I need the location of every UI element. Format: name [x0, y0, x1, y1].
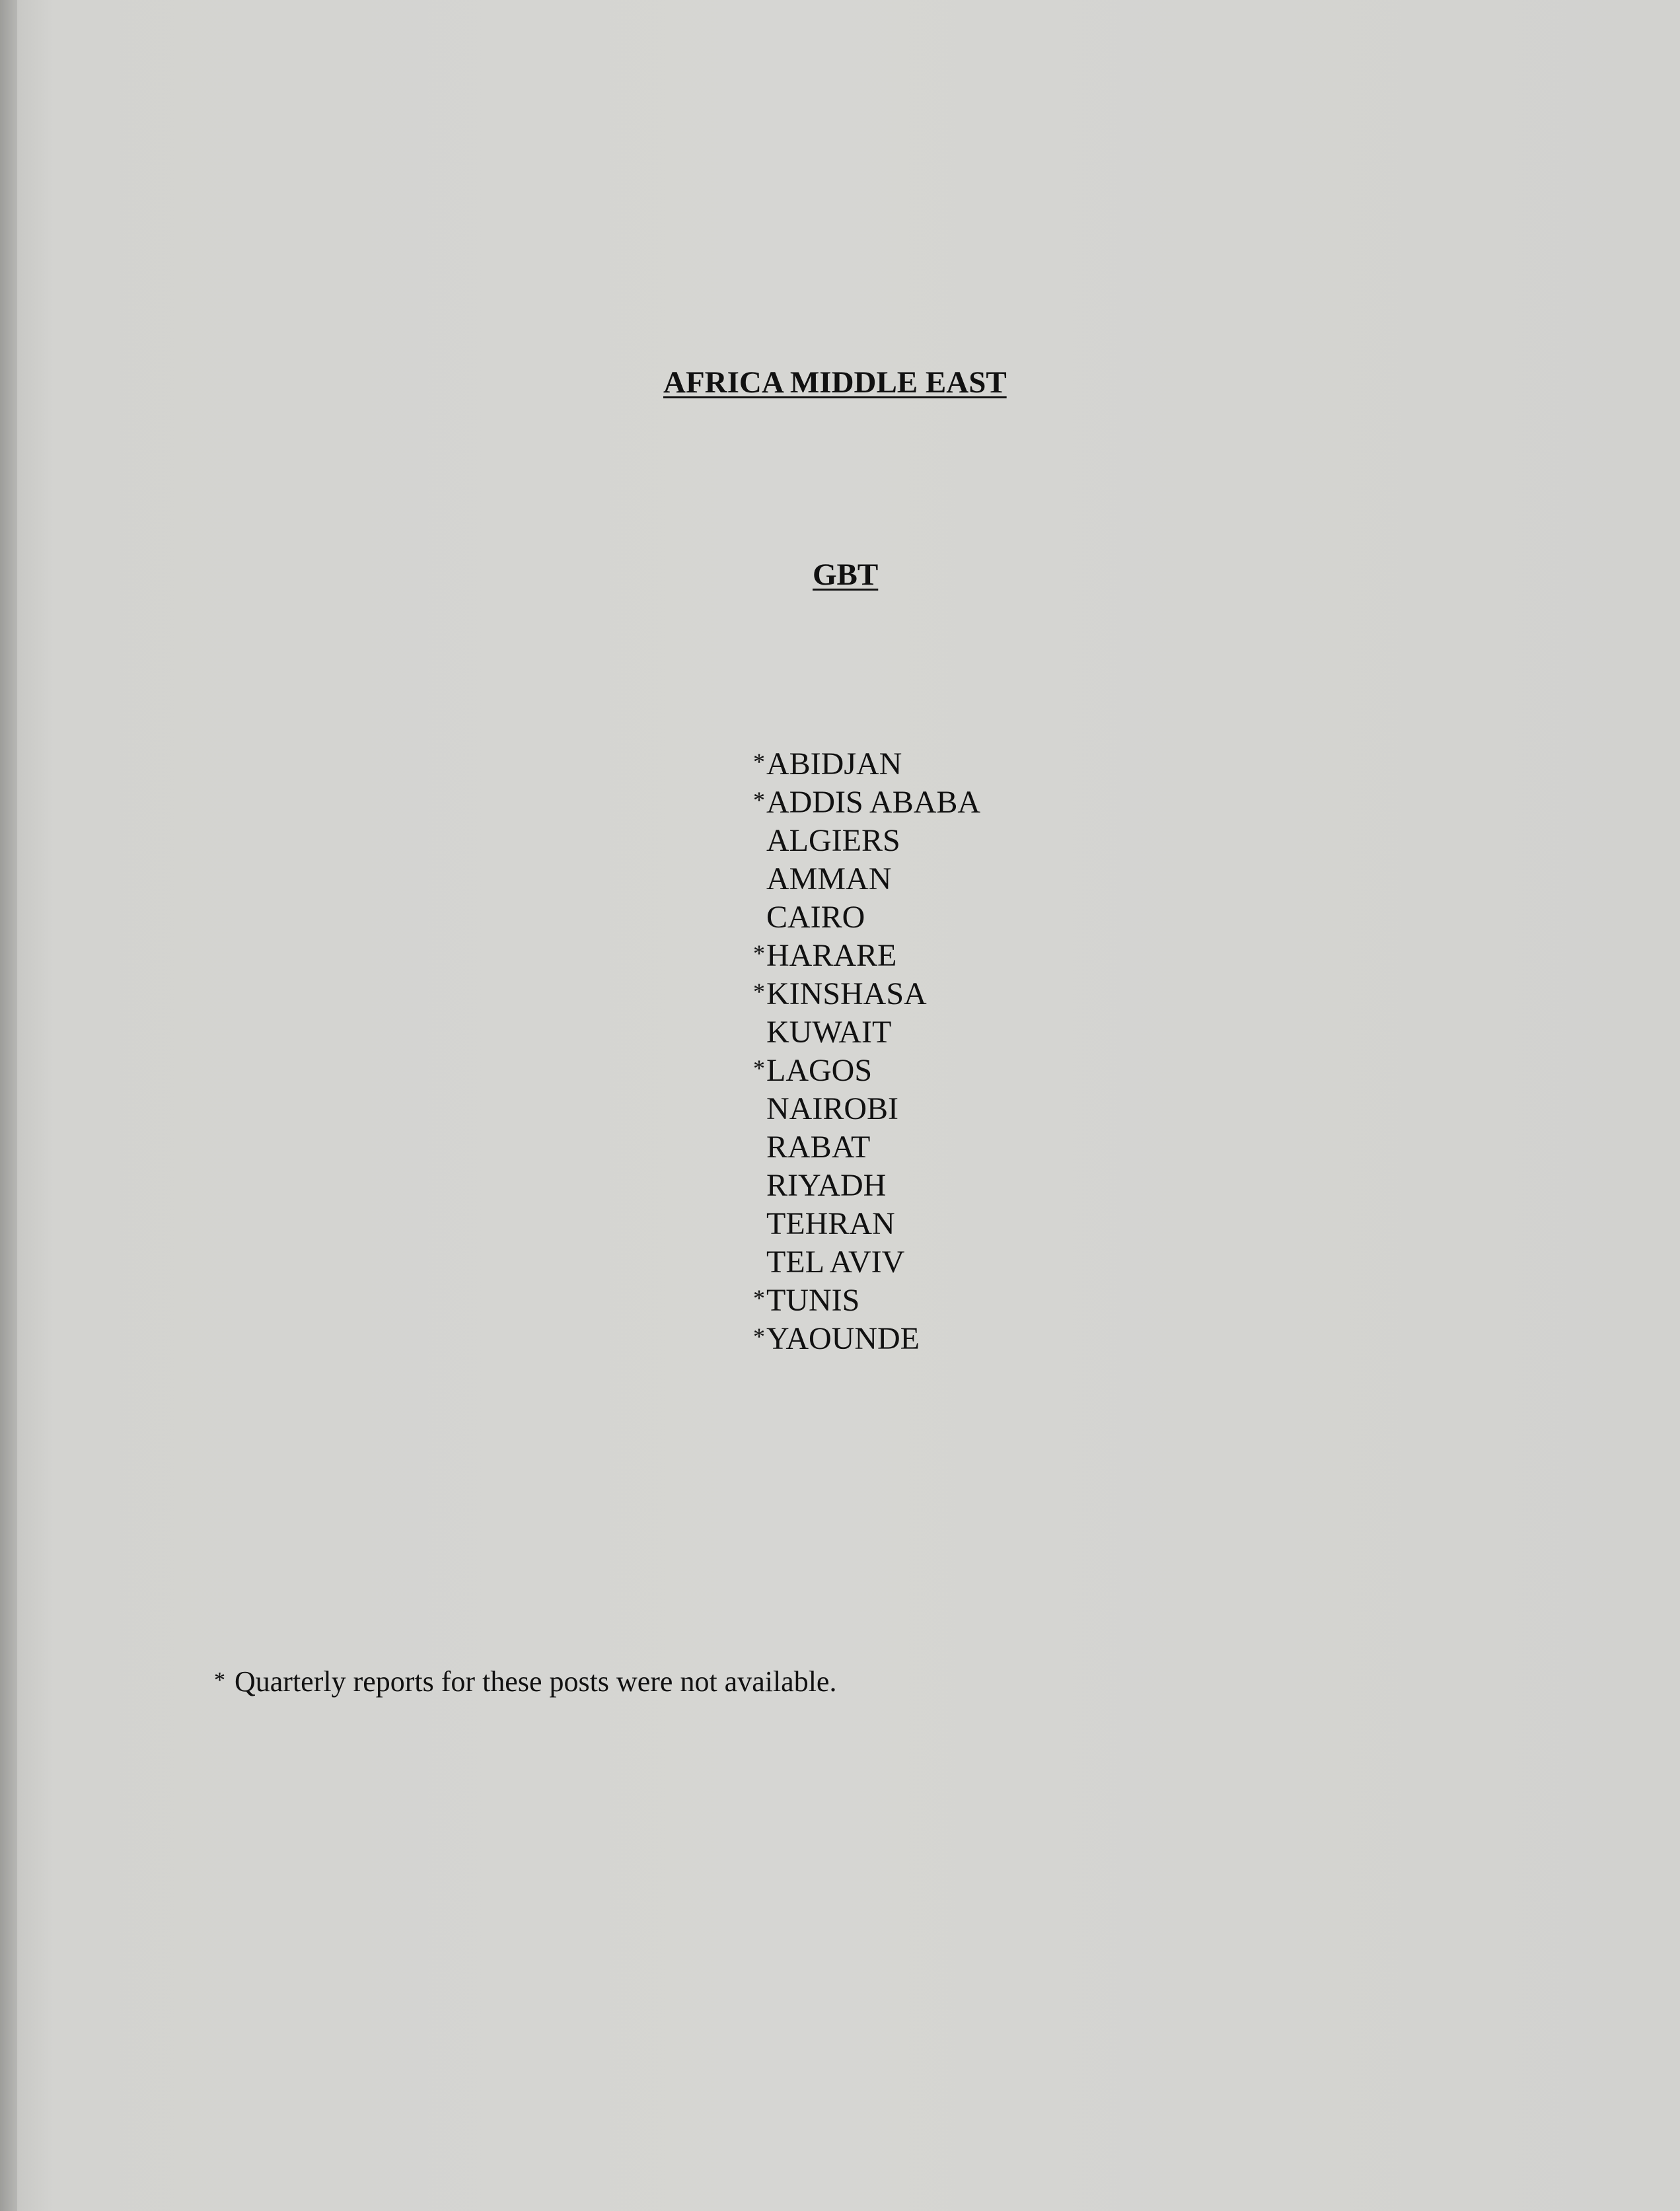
post-name: LAGOS [766, 1053, 873, 1088]
post-name: ABIDJAN [766, 746, 902, 781]
post-name: ADDIS ABABA [766, 785, 981, 820]
post-item [753, 975, 980, 1013]
unavailable-marker: * [753, 1323, 765, 1350]
post-name: RIYADH [766, 1168, 887, 1203]
document-subtitle: GBT [813, 558, 879, 592]
post-name: ALGIERS [766, 823, 900, 858]
post-item [753, 860, 980, 898]
post-item [753, 1320, 980, 1358]
posts-list [753, 745, 980, 1358]
post-item [753, 1013, 980, 1052]
post-item [753, 1090, 980, 1128]
post-item [753, 1205, 980, 1243]
post-name: NAIROBI [766, 1091, 898, 1126]
page-edge [0, 0, 17, 2211]
footnote-marker: * [214, 1668, 225, 1692]
post-name: HARARE [766, 938, 897, 973]
post-name: YAOUNDE [766, 1321, 920, 1356]
post-item [753, 822, 980, 860]
unavailable-marker: * [753, 748, 765, 775]
post-name: TUNIS [766, 1283, 860, 1318]
post-item [753, 937, 980, 975]
post-item [753, 1052, 980, 1090]
unavailable-marker: * [753, 978, 765, 1005]
post-name: RABAT [766, 1130, 871, 1165]
unavailable-marker: * [753, 1285, 765, 1311]
post-item [753, 1128, 980, 1167]
document-title: AFRICA MIDDLE EAST [663, 365, 1007, 400]
post-name: KINSHASA [766, 976, 927, 1011]
footnote-text: Quarterly reports for these posts were not available. [235, 1665, 837, 1698]
post-name: TEL AVIV [766, 1245, 905, 1280]
post-item [753, 783, 980, 822]
post-name: KUWAIT [766, 1015, 892, 1050]
unavailable-marker: * [753, 1055, 765, 1081]
post-item [753, 1243, 980, 1282]
post-item [753, 1282, 980, 1320]
unavailable-marker: * [753, 787, 765, 813]
unavailable-marker: * [753, 940, 765, 966]
post-item [753, 898, 980, 937]
post-name: AMMAN [766, 861, 892, 896]
post-name: TEHRAN [766, 1206, 895, 1241]
footnote [214, 1665, 836, 1698]
post-name: CAIRO [766, 900, 865, 935]
post-item [753, 1167, 980, 1205]
post-item [753, 745, 980, 783]
